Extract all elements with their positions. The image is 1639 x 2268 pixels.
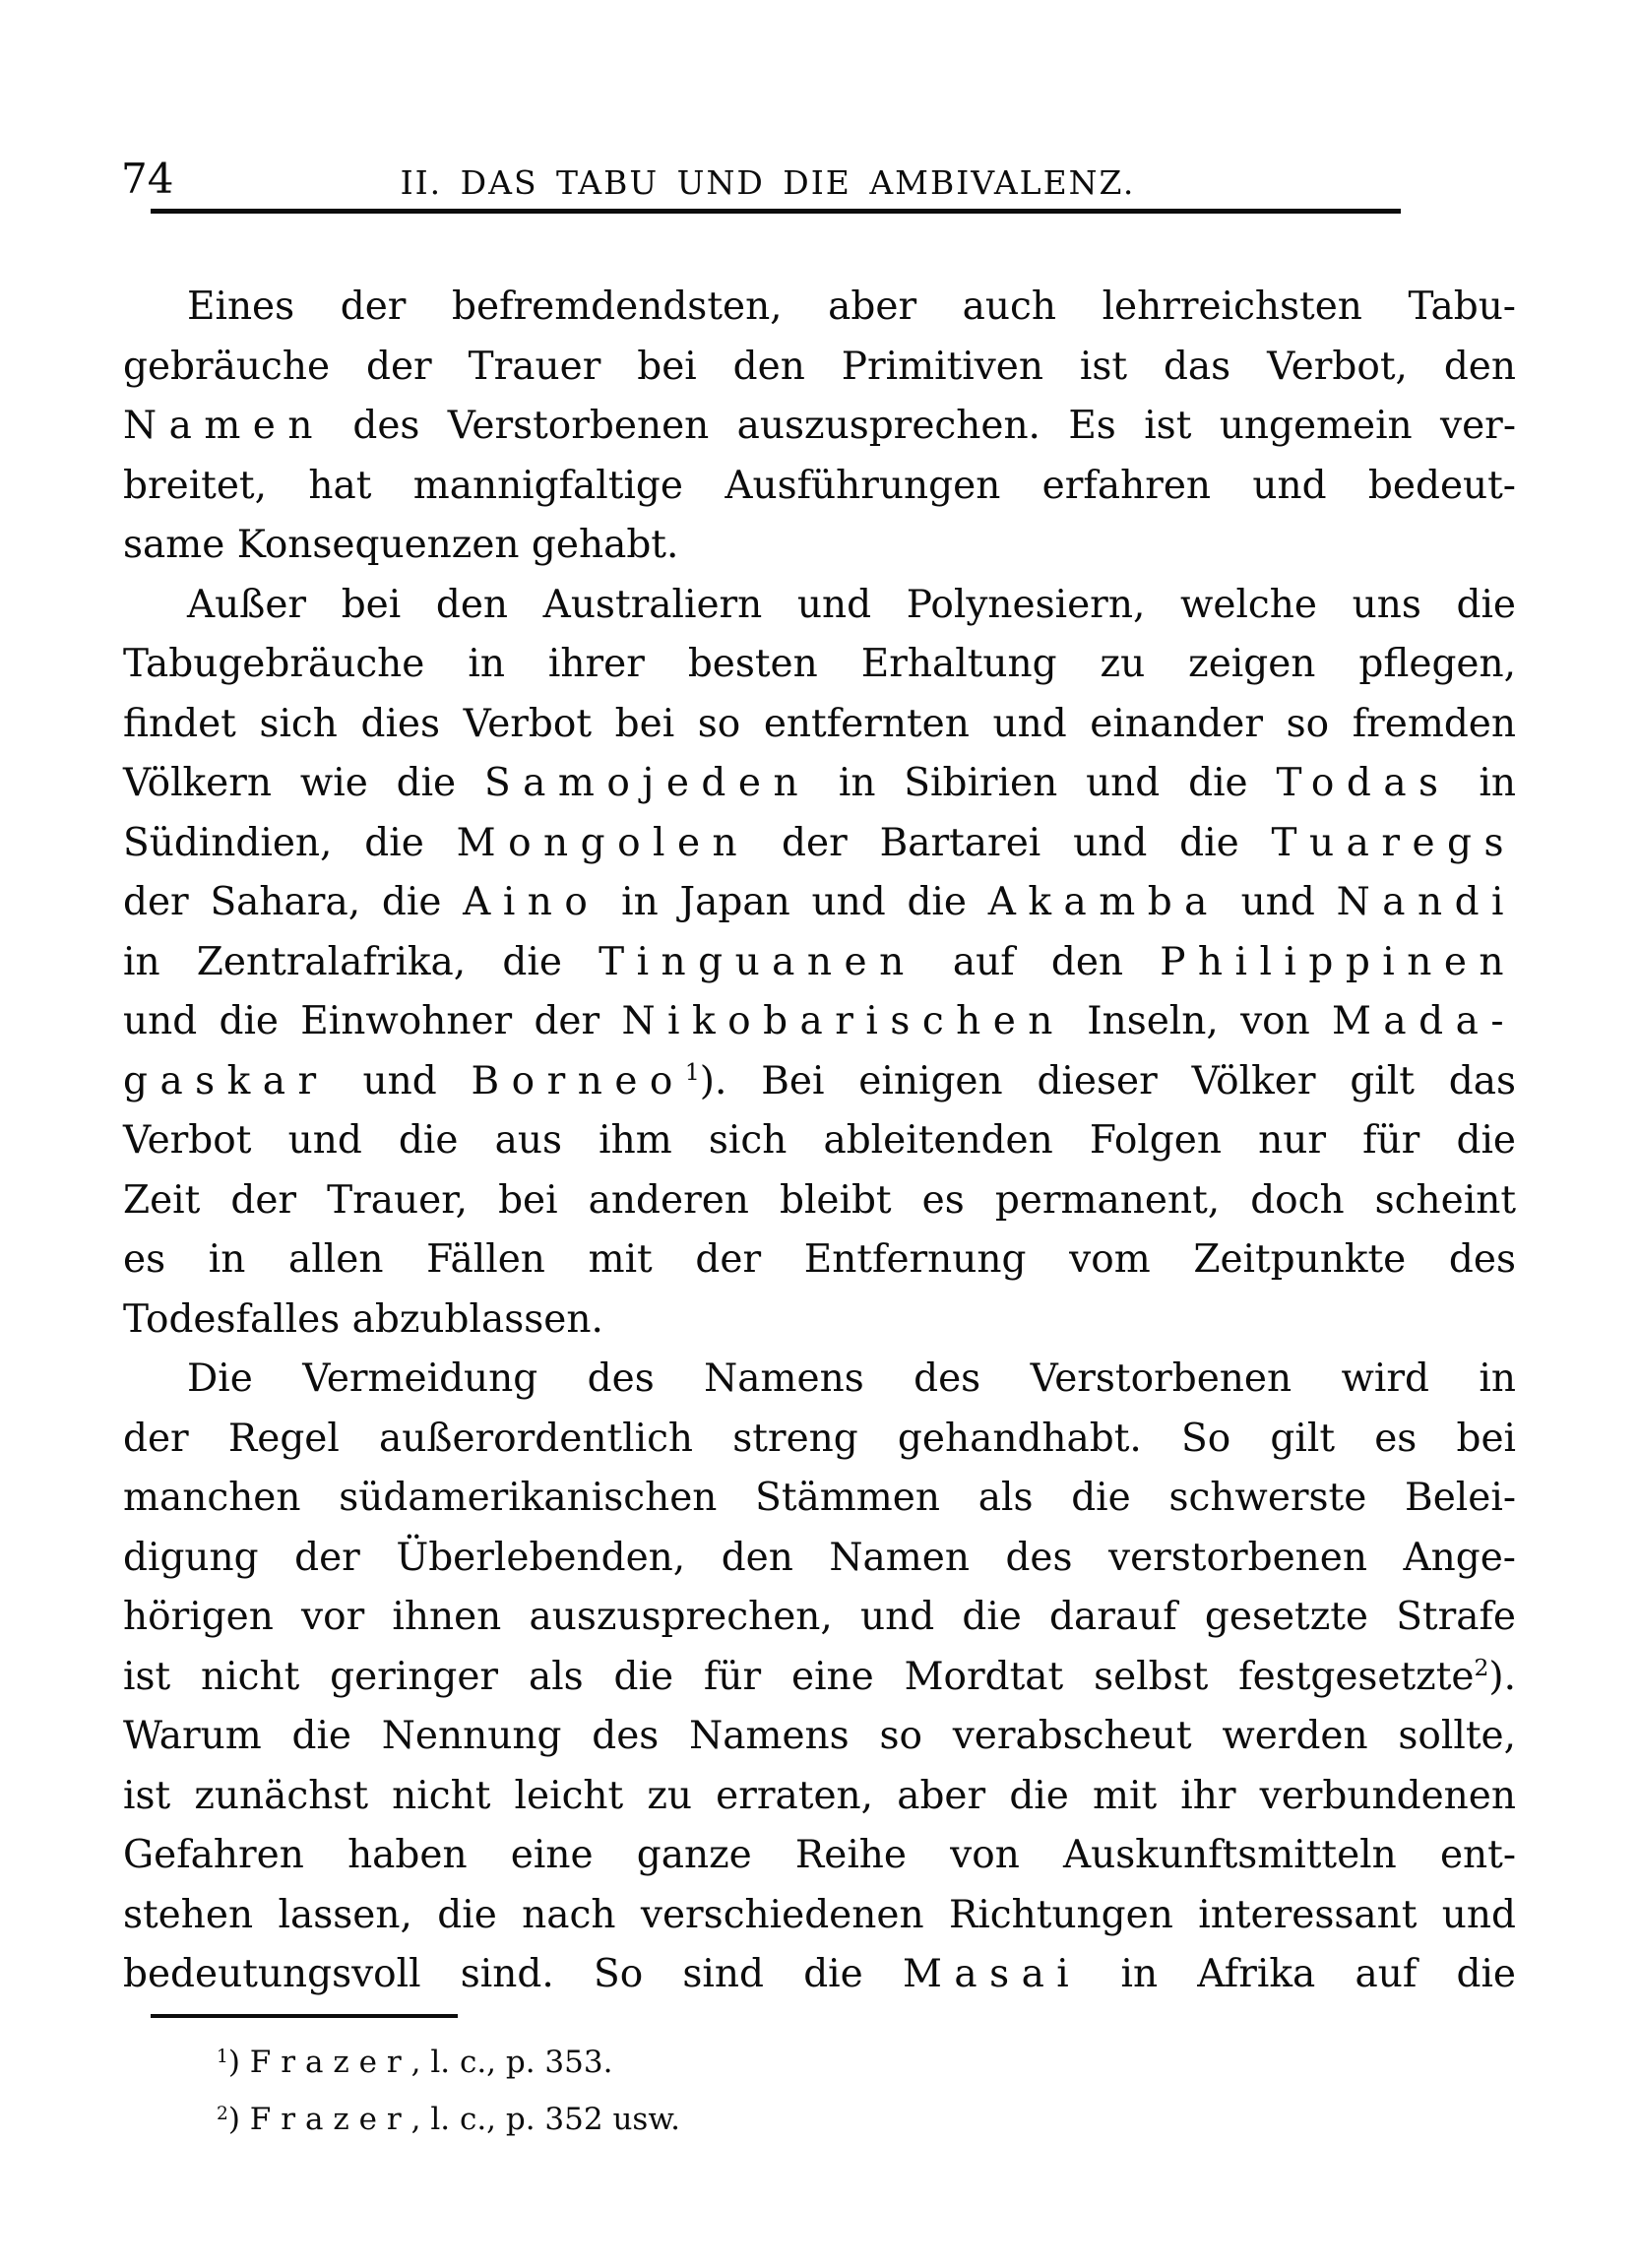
paragraph	[123, 576, 1516, 1351]
text-run: in Japan und die	[599, 880, 988, 924]
text-line	[123, 1052, 1516, 1112]
spaced-term: Frazer	[249, 2102, 411, 2137]
text-line	[123, 516, 1516, 576]
text-line	[123, 992, 1516, 1052]
text-line	[123, 814, 1516, 874]
text-run: )	[227, 2045, 250, 2080]
text-run: )	[227, 2102, 250, 2137]
text-run: Völkern wie die	[123, 761, 484, 805]
text-run: ist nicht geringer als die für eine Mordtat selbst festgesetzte	[123, 1654, 1475, 1699]
header-rule	[151, 209, 1401, 214]
text-run: Tabugebräuche in ihrer besten Erhaltung zu zeigen pflegen,	[123, 642, 1516, 686]
footnote-marker: 2	[1474, 1653, 1489, 1681]
text-line	[123, 1767, 1516, 1827]
text-run: findet sich dies Verbot bei so entfernten und einander so fremden	[123, 701, 1516, 746]
text-line	[123, 278, 1516, 338]
text-run: ). Bei einigen dieser Völker gilt das	[699, 1058, 1516, 1103]
text-run: breitet, hat mannigfaltige Ausführungen erfahren und bedeut-	[123, 463, 1516, 508]
text-line	[123, 1469, 1516, 1529]
spaced-term: Mongolen	[456, 820, 750, 865]
text-run: der Sahara, die	[123, 880, 464, 924]
text-line	[123, 1171, 1516, 1231]
spaced-term: Nikobarischen	[621, 999, 1065, 1043]
text-line	[123, 1410, 1516, 1470]
text-line	[123, 576, 1516, 636]
text-run: es in allen Fällen mit der Entfernung vom Zeitpunkte des	[123, 1237, 1516, 1282]
footnote-marker: 1	[217, 2047, 228, 2067]
text-line	[123, 1826, 1516, 1886]
spaced-term: Tuaregs	[1271, 820, 1516, 865]
text-line	[123, 1529, 1516, 1589]
text-run: auf den	[915, 939, 1161, 984]
text-line	[123, 1648, 1516, 1708]
text-run: hörigen vor ihnen auszusprechen, und die darauf gesetzte Strafe	[123, 1595, 1516, 1639]
text-run: Verbot und die aus ihm sich ableitenden Folgen nur für die	[123, 1118, 1516, 1163]
text-run: , l. c., p. 353.	[410, 2045, 613, 2080]
text-run: Todesfalles abzublassen.	[123, 1296, 603, 1342]
spaced-term: Nandi	[1336, 880, 1516, 924]
text-run: manchen südamerikanischen Stämmen als die schwerste Belei-	[123, 1476, 1516, 1520]
spaced-term: Aino	[463, 880, 600, 924]
text-run: in Afrika auf die	[1081, 1952, 1516, 1996]
footnote	[123, 2034, 1516, 2091]
text-line	[123, 635, 1516, 695]
text-line	[123, 1707, 1516, 1767]
spaced-term: Masai	[902, 1952, 1082, 1996]
text-run: der Bartarei und die	[749, 820, 1272, 865]
spaced-term: Borneo	[471, 1058, 685, 1103]
text-line	[123, 754, 1516, 814]
text-run: , l. c., p. 352 usw.	[410, 2102, 681, 2137]
spaced-term: Todas	[1276, 761, 1451, 805]
text-run: in Sibirien und die	[810, 761, 1277, 805]
text-run: same Konsequenzen gehabt.	[123, 523, 679, 567]
text-line	[123, 873, 1516, 933]
text-run: gebräuche der Trauer bei den Primitiven ist das Verbot, den	[123, 344, 1516, 389]
spaced-term: Mada-	[1332, 999, 1516, 1043]
spaced-term: Frazer	[249, 2045, 411, 2080]
text-line	[123, 1230, 1516, 1291]
text-run: des Verstorbenen auszusprechen. Es ist ungemein ver-	[324, 404, 1516, 448]
text-line	[123, 338, 1516, 398]
text-run: Inseln, von	[1064, 999, 1332, 1043]
text-run: Eines der befremdendsten, aber auch lehrreichsten Tabu-	[187, 284, 1516, 329]
running-title: II. DAS TABU UND DIE AMBIVALENZ.	[400, 163, 1136, 202]
spaced-term: Namen	[123, 404, 325, 448]
text-line	[123, 1945, 1516, 2005]
page-number: 74	[121, 155, 174, 203]
body-text	[123, 278, 1516, 2005]
text-run: bedeutungsvoll sind. So sind die	[123, 1952, 903, 1996]
spaced-term: gaskar	[123, 1058, 329, 1103]
text-run: Gefahren haben eine ganze Reihe von Auskunftsmitteln ent-	[123, 1833, 1516, 1877]
footnote-rule	[151, 2014, 458, 2018]
text-run: stehen lassen, die nach verschiedenen Richtungen interessant und	[123, 1892, 1516, 1937]
spaced-term: Samojeden	[483, 761, 811, 805]
text-run: ist zunächst nicht leicht zu erraten, aber die mit ihr verbundenen	[123, 1773, 1516, 1818]
text-run: ).	[1488, 1654, 1516, 1699]
footnote	[123, 2091, 1516, 2148]
spaced-term: Akamba	[987, 880, 1220, 924]
text-line	[123, 1111, 1516, 1171]
text-run: in	[1450, 761, 1516, 805]
text-line	[123, 1886, 1516, 1946]
text-run: Warum die Nennung des Namens so verabscheut werden sollte,	[123, 1714, 1516, 1758]
text-run: und die Einwohner der	[123, 999, 622, 1043]
text-run: der Regel außerordentlich streng gehandhabt. So gilt es bei	[123, 1416, 1516, 1461]
text-run: Südindien, die	[123, 820, 457, 865]
footnotes	[123, 2034, 1516, 2148]
footnote-marker: 1	[684, 1057, 700, 1086]
text-run: Zeit der Trauer, bei anderen bleibt es permanent, doch scheint	[123, 1177, 1516, 1223]
text-run: Die Vermeidung des Namens des Verstorbenen wird in	[187, 1356, 1516, 1401]
spaced-term: Tinguanen	[599, 939, 916, 984]
spaced-term: Philippinen	[1160, 939, 1516, 984]
paragraph	[123, 1350, 1516, 2005]
text-run: in Zentralafrika, die	[123, 939, 599, 984]
text-run: und	[1219, 880, 1337, 924]
text-line	[123, 1350, 1516, 1410]
text-line	[123, 695, 1516, 755]
text-line	[123, 397, 1516, 457]
text-line	[123, 933, 1516, 993]
text-line	[123, 1291, 1516, 1351]
text-run: digung der Überlebenden, den Namen des verstorbenen Ange-	[123, 1535, 1516, 1580]
paragraph	[123, 278, 1516, 576]
text-run: Außer bei den Australiern und Polynesiern, welche uns die	[187, 582, 1516, 627]
text-line	[123, 1588, 1516, 1648]
text-line	[123, 457, 1516, 517]
footnote-marker: 2	[217, 2104, 228, 2124]
text-run: und	[328, 1058, 472, 1103]
